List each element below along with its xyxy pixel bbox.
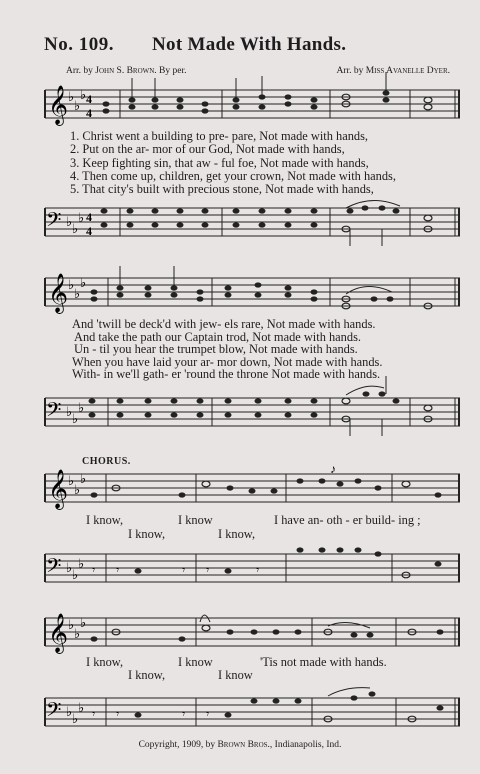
- svg-text:♭: ♭: [72, 711, 79, 726]
- svg-text:♭: ♭: [66, 404, 73, 419]
- verse-line-3: 3. Keep fighting sin, that aw - ful foe, Not made with hands,: [70, 155, 369, 170]
- arranger-right-prefix: Arr. by: [336, 66, 366, 76]
- svg-text:♭: ♭: [74, 626, 81, 641]
- svg-text:𝄢: 𝄢: [46, 554, 62, 582]
- copyright-suffix: , Indianapolis, Ind.: [269, 740, 342, 750]
- svg-text:𝄞: 𝄞: [48, 613, 69, 653]
- chorus2-bass-lyric-b: I know: [218, 668, 253, 682]
- chorus2-treble-staff: [0, 614, 480, 654]
- svg-text:4: 4: [86, 224, 92, 238]
- svg-text:♭: ♭: [68, 277, 75, 292]
- svg-text:♭: ♭: [78, 556, 85, 571]
- svg-text:𝄾: 𝄾: [206, 563, 210, 577]
- svg-text:♭: ♭: [66, 214, 73, 229]
- chorus2-bass-staff: [0, 692, 480, 736]
- svg-text:𝄞: 𝄞: [48, 469, 69, 509]
- svg-text:♪: ♪: [330, 462, 336, 476]
- chorus1-soprano-lyric-b: I know: [178, 513, 213, 527]
- chorus1-soprano-lyric-c: I have an- oth - er build- ing ;: [274, 513, 421, 527]
- svg-text:𝄾: 𝄾: [92, 563, 96, 577]
- svg-text:𝄾: 𝄾: [206, 707, 210, 721]
- svg-text:♭: ♭: [66, 560, 73, 575]
- svg-text:4: 4: [86, 106, 92, 120]
- verse-block: [70, 130, 450, 196]
- svg-text:♭: ♭: [68, 617, 75, 632]
- svg-text:𝄞: 𝄞: [48, 85, 69, 125]
- chorus2-soprano-lyric-b: I know: [178, 655, 213, 669]
- svg-text:♭: ♭: [68, 473, 75, 488]
- verse-line-2: 2. Put on the ar- mor of our God, Not made with hands,: [70, 142, 345, 157]
- verse-line-1: 1. Christ went a building to pre- pare, Not made with hands,: [70, 129, 369, 143]
- svg-text:𝄾: 𝄾: [92, 707, 96, 721]
- copyright-publisher: Brown Bros.: [217, 740, 270, 750]
- refrain-line-3: Un - til you hear the trumpet blow, Not made with hands.: [74, 342, 358, 357]
- svg-text:𝄢: 𝄢: [46, 398, 62, 426]
- refrain-line-5: With- in we'll gath- er 'round the throne Not made with hands.: [72, 367, 381, 382]
- svg-text:𝄢: 𝄢: [46, 698, 62, 726]
- svg-text:♭: ♭: [78, 700, 85, 715]
- svg-text:4: 4: [86, 92, 92, 106]
- chorus1-treble-staff: [0, 462, 480, 510]
- svg-text:♭: ♭: [74, 98, 81, 113]
- svg-text:♭: ♭: [80, 275, 87, 290]
- svg-text:♭: ♭: [78, 210, 85, 225]
- chorus1-soprano-lyric-a: I know,: [86, 513, 124, 527]
- svg-text:𝄾: 𝄾: [116, 563, 120, 577]
- chorus2-soprano-lyric-a: I know,: [86, 655, 124, 669]
- svg-text:♭: ♭: [72, 411, 79, 426]
- svg-text:♭: ♭: [74, 286, 81, 301]
- svg-text:𝄾: 𝄾: [116, 707, 120, 721]
- system2-treble-staff: [0, 274, 480, 314]
- chorus1-bass-lyric-a: I know,: [128, 527, 166, 541]
- svg-text:♭: ♭: [72, 221, 79, 236]
- svg-text:♭: ♭: [68, 89, 75, 104]
- svg-text:𝄾: 𝄾: [256, 563, 260, 577]
- chorus2-bass-lyric-a: I know,: [128, 668, 166, 682]
- arranger-left-prefix: Arr. by: [66, 66, 96, 76]
- svg-text:♭: ♭: [66, 704, 73, 719]
- verse-line-5: 5. That city's built with precious stone, Not made with hands,: [70, 182, 374, 197]
- chorus1-bass-lyric-b: I know,: [218, 527, 256, 541]
- title-row: [0, 34, 480, 58]
- arranger-right-name: Miss Avanelle Dyer.: [365, 66, 450, 76]
- copyright-notice: [0, 740, 480, 750]
- svg-text:𝄢: 𝄢: [46, 208, 62, 236]
- svg-text:4: 4: [86, 210, 92, 224]
- refrain-block: [72, 318, 452, 381]
- arranger-left-suffix: By per.: [156, 66, 187, 76]
- chorus2-soprano-lyric-c: 'Tis not made with hands.: [260, 655, 387, 669]
- svg-text:♭: ♭: [80, 615, 87, 630]
- svg-text:♭: ♭: [80, 471, 87, 486]
- svg-text:♭: ♭: [80, 87, 87, 102]
- arranger-left-name: John S. Brown.: [95, 66, 157, 76]
- svg-text:𝄾: 𝄾: [182, 707, 186, 721]
- system1-bass-staff: [0, 200, 480, 250]
- svg-text:♭: ♭: [72, 567, 79, 582]
- hymn-title: Not Made With Hands.: [152, 34, 347, 55]
- refrain-line-2: And take the path our Captain trod, Not made with hands.: [74, 329, 361, 344]
- hymn-number: No. 109.: [44, 34, 114, 55]
- arranger-credit-left: [66, 66, 187, 76]
- arranger-credit-right: [336, 66, 450, 76]
- system1-treble-staff: [0, 86, 480, 126]
- system2-bass-staff: [0, 390, 480, 440]
- refrain-line-4: When you have laid your ar- mor down, Not made with hands.: [72, 354, 383, 369]
- refrain-line-1: And 'twill be deck'd with jew- els rare, Not made with hands.: [72, 317, 376, 331]
- svg-text:𝄾: 𝄾: [182, 563, 186, 577]
- chorus1-bass-staff: [0, 546, 480, 596]
- svg-text:♭: ♭: [78, 400, 85, 415]
- verse-line-4: 4. Then come up, children, get your crown, Not made with hands,: [70, 168, 396, 183]
- chorus-label: CHORUS.: [82, 456, 131, 467]
- svg-text:𝄞: 𝄞: [48, 273, 69, 313]
- copyright-prefix: Copyright, 1909, by: [138, 740, 218, 750]
- svg-text:♭: ♭: [74, 482, 81, 497]
